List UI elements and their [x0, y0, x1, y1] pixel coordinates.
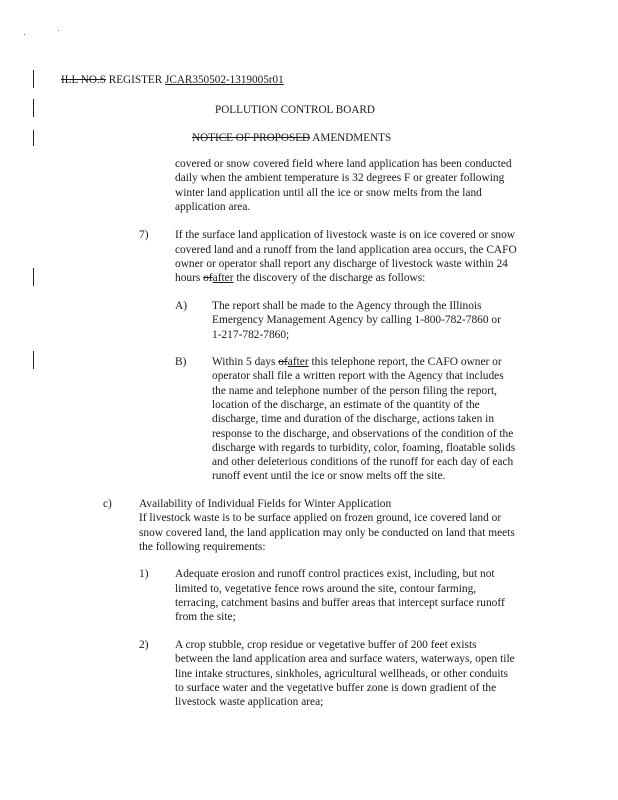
item-a-number: A) — [175, 300, 188, 312]
deleted-word: of — [278, 356, 288, 368]
item-7-line-last — [175, 271, 425, 286]
change-bar — [33, 130, 34, 146]
jcar-code: JCAR350502-1319005r01 — [165, 74, 284, 86]
item-7-text: hours — [175, 272, 204, 284]
item-2-line: livestock waste application area; — [175, 696, 324, 708]
change-bar — [33, 70, 34, 88]
item-1-line: from the site; — [175, 611, 236, 623]
item-7-line: If the surface land application of livestock waste is on ice covered or snow — [175, 229, 516, 241]
item-1-line: terracing, catchment basins and buffer areas that intercept surface runoff — [175, 597, 505, 609]
item-2-number: 2) — [139, 639, 149, 651]
register-strike: ILL NO.S — [61, 74, 106, 86]
change-bar — [33, 99, 34, 117]
item-b-line: operator shall file a written report with the Agency that includes — [212, 370, 504, 382]
notice-title — [192, 131, 391, 146]
item-1-line: Adequate erosion and runoff control practices exist, including, but not — [175, 568, 495, 580]
item-b-line: the name and telephone number of the person filing the report, — [212, 385, 497, 397]
item-b-line: runoff event until the ice or snow melts off the site. — [212, 470, 446, 482]
board-title: POLLUTION CONTROL BOARD — [215, 104, 375, 116]
item-b-text: this telephone report, the CAFO owner or — [308, 356, 502, 368]
change-bar — [33, 351, 34, 369]
item-b-line-first — [212, 355, 502, 370]
cont-line: daily when the ambient temperature is 32 degrees F or greater following — [175, 172, 505, 184]
item-2-line: between the land application area and surface waters, waterways, open tile — [175, 653, 515, 665]
item-1-number: 1) — [139, 568, 149, 580]
cont-line: winter land application until all the ice or snow melts from the land — [175, 187, 482, 199]
item-b-line: response to the discharge, and observations of the condition of the — [212, 428, 514, 440]
item-a-line: The report shall be made to the Agency through the Illinois — [212, 300, 482, 312]
section-c-number: c) — [103, 498, 112, 510]
scan-speck — [24, 34, 25, 35]
section-c-title: Availability of Individual Fields for Winter Application — [139, 498, 392, 510]
item-7-line: owner or operator shall report any discharge of livestock waste within 24 — [175, 258, 508, 270]
deleted-word: of — [203, 272, 213, 284]
register-line — [61, 73, 284, 88]
scan-speck — [58, 30, 59, 31]
item-2-line: A crop stubble, crop residue or vegetative buffer of 200 feet exists — [175, 639, 477, 651]
inserted-word: after — [287, 356, 309, 368]
register-label: REGISTER — [105, 74, 165, 86]
item-7-text: the discovery of the discharge as follows: — [233, 272, 426, 284]
notice-rest: AMENDMENTS — [310, 132, 392, 144]
change-bar — [33, 268, 34, 286]
item-a-line: Emergency Management Agency by calling 1-800-782-7860 or — [212, 314, 501, 326]
item-b-text: Within 5 days — [212, 356, 279, 368]
item-2-line: to surface water and the vegetative buffer zone is down gradient of the — [175, 682, 497, 694]
section-c-line: If livestock waste is to be surface applied on frozen ground, ice covered land or — [139, 512, 502, 524]
item-7-line: covered land and a runoff from the land application area occurs, the CAFO — [175, 244, 517, 256]
inserted-word: after — [212, 272, 234, 284]
notice-strike: NOTICE OF PROPOSED — [192, 132, 311, 144]
item-b-line: discharge with regards to turbidity, color, foaming, floatable solids — [212, 442, 516, 454]
item-1-line: limited to, vegetative fence rows around the site, contour farming, — [175, 583, 477, 595]
cont-line: covered or snow covered field where land application has been conducted — [175, 158, 512, 170]
item-b-line: location of the discharge, an estimate of the quantity of the — [212, 399, 480, 411]
cont-line: application area. — [175, 201, 251, 213]
item-b-line: and other deleterious conditions of the runoff for each day of each — [212, 456, 514, 468]
item-2-line: line intake structures, sinkholes, agricultural wellheads, or other conduits — [175, 668, 509, 680]
item-7-number: 7) — [139, 229, 149, 241]
item-b-number: B) — [175, 356, 187, 368]
section-c-line: the following requirements: — [139, 541, 266, 553]
section-c-line: snow covered land, the land application may only be conducted on land that meets — [139, 527, 515, 539]
item-b-line: discharge, time and duration of the discharge, actions taken in — [212, 413, 495, 425]
item-a-line: 1-217-782-7860; — [212, 329, 290, 341]
